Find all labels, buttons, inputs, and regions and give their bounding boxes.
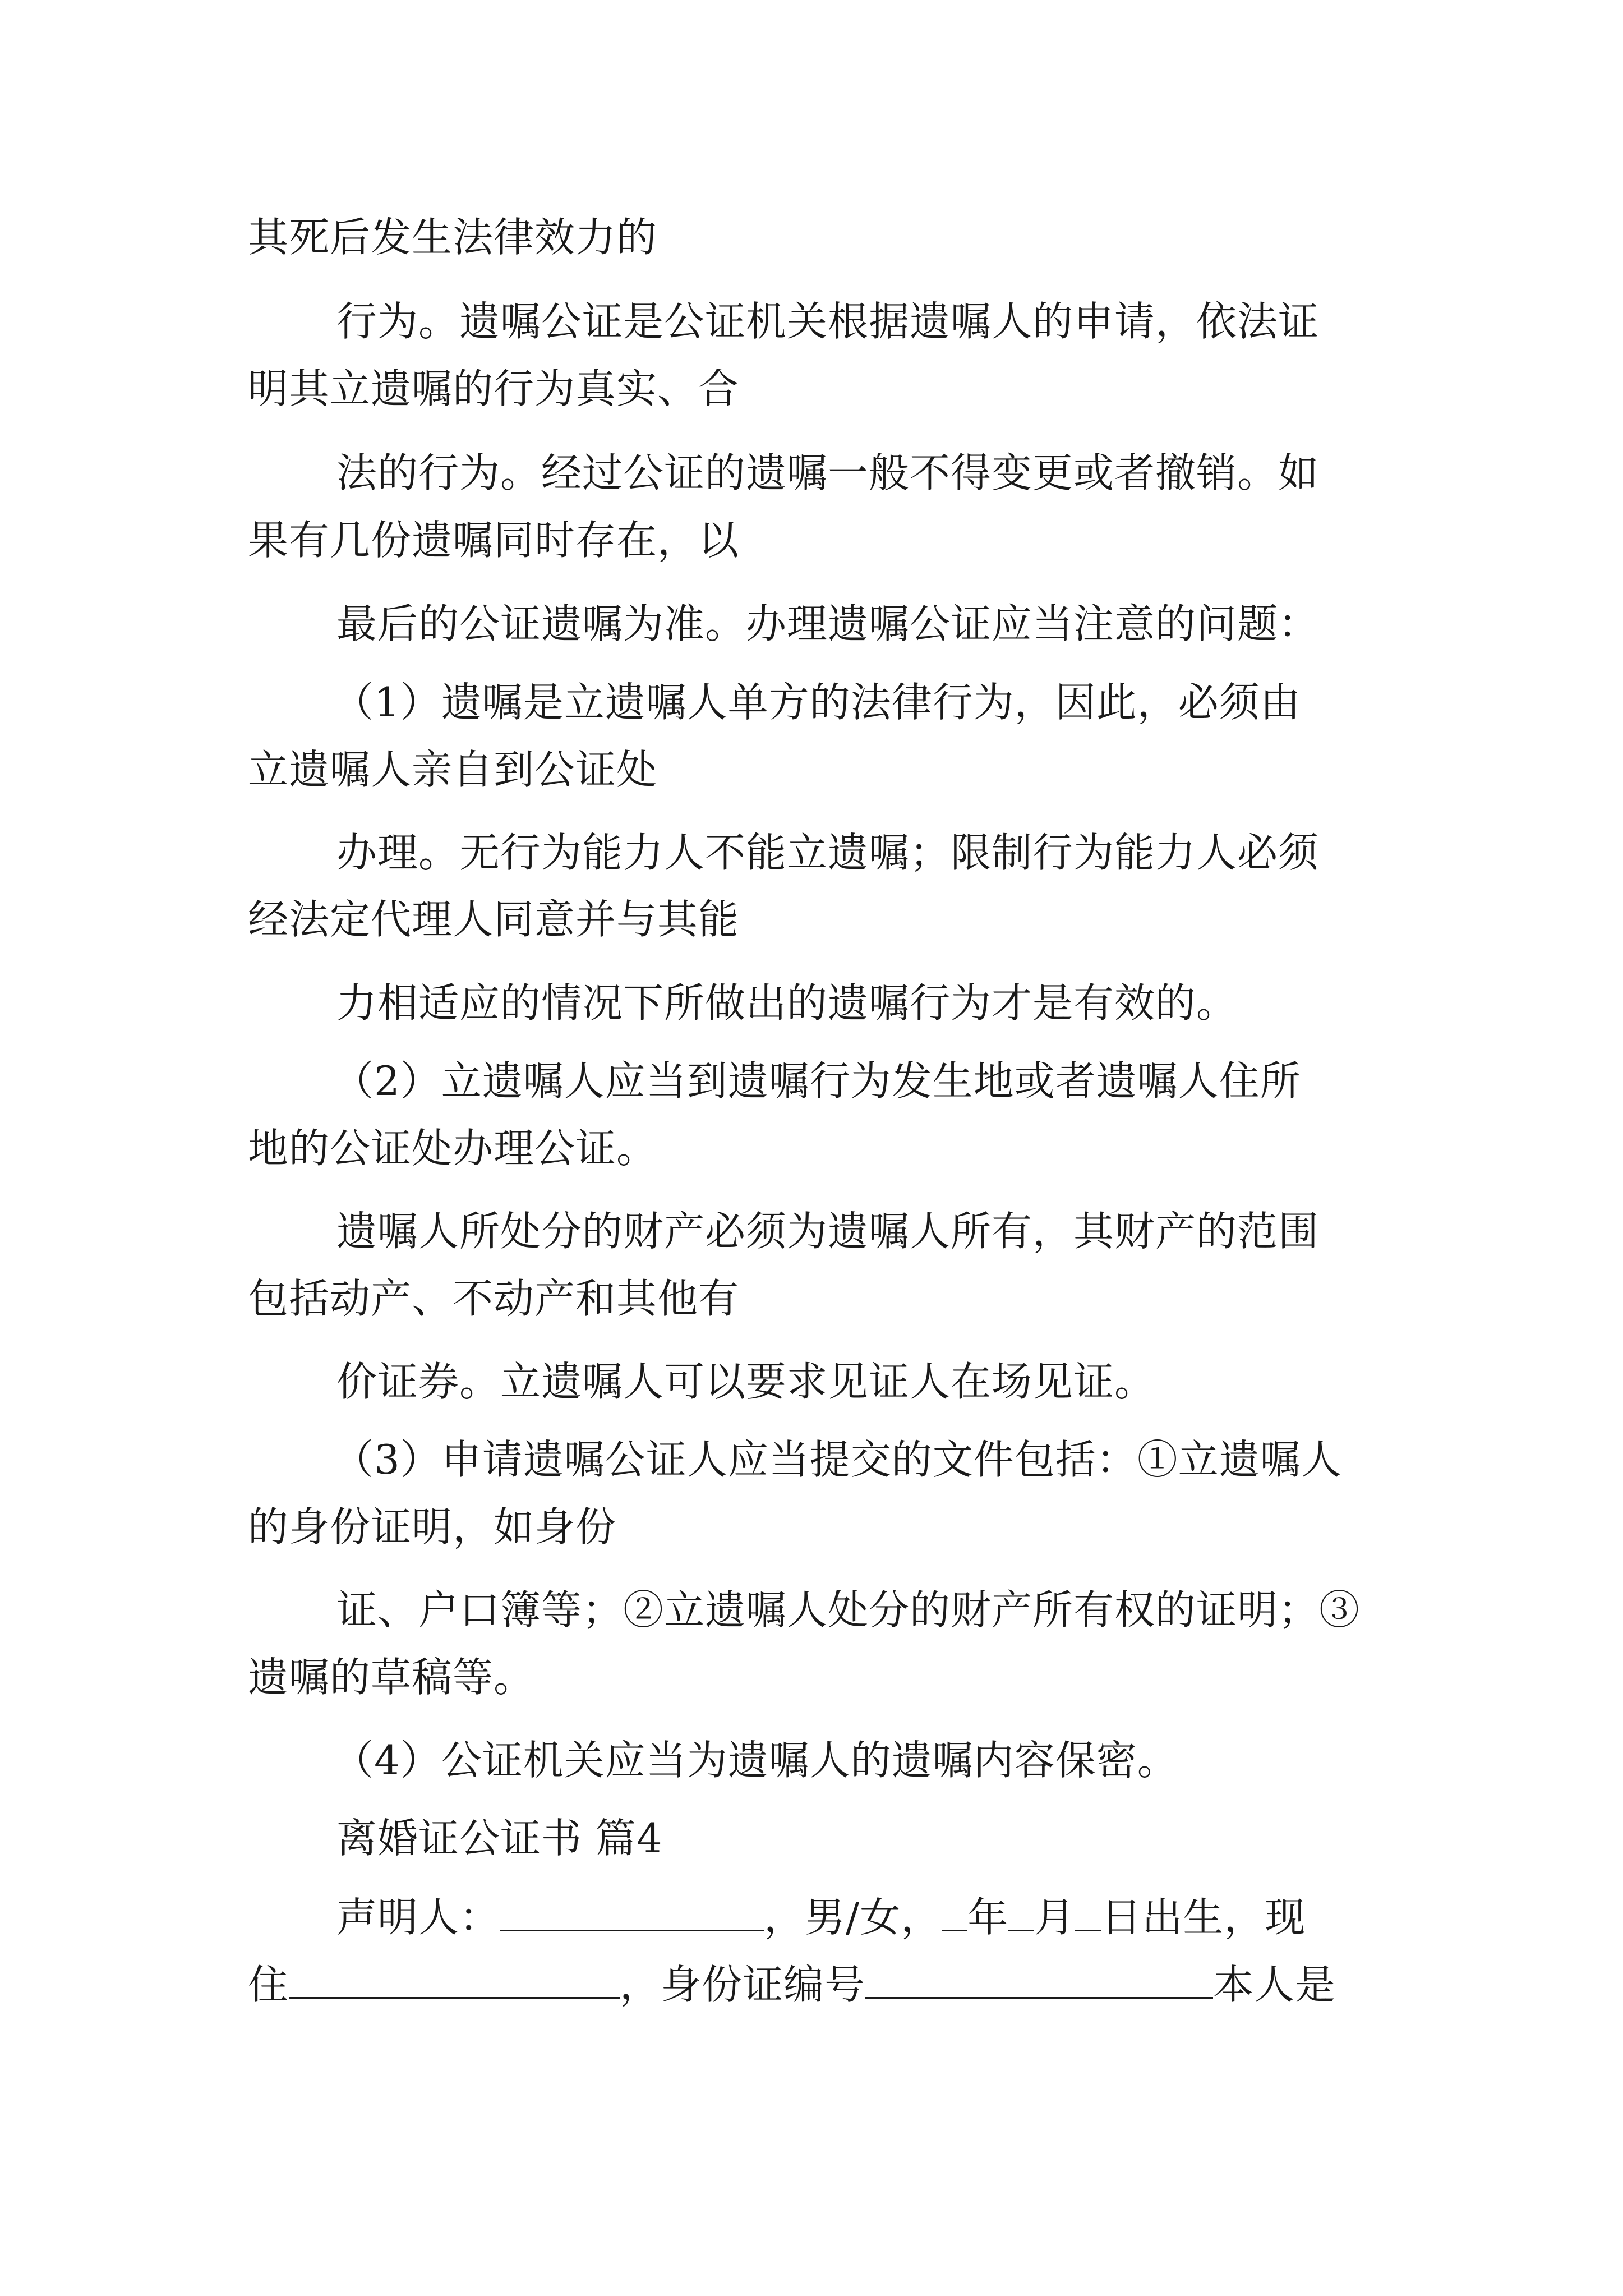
text-line: 办理。无行为能力人不能立遗嘱；限制行为能力人必须 xyxy=(336,829,1320,876)
year-blank xyxy=(942,1895,967,1931)
day-blank xyxy=(1075,1895,1101,1931)
text-line: 遗嘱人所处分的财产必须为遗嘱人所有，其财产的范围 xyxy=(336,1208,1320,1255)
month-label: 月 xyxy=(1034,1894,1076,1941)
text-line: 明其立遗嘱的行为真实、合 xyxy=(248,365,740,412)
id-number-label: ，身份证编号 xyxy=(620,1961,866,2008)
year-label: 年 xyxy=(967,1894,1009,1941)
text-line: 的身份证明，如身份 xyxy=(248,1503,617,1550)
text-line: （4）公证机关应当为遗嘱人的遗嘱内容保密。 xyxy=(333,1737,1178,1784)
text-line: 最后的公证遗嘱为准。办理遗嘱公证应当注意的问题： xyxy=(336,600,1320,647)
address-label: 住 xyxy=(248,1961,289,2008)
text-line: 法的行为。经过公证的遗嘱一般不得变更或者撤销。如 xyxy=(336,449,1320,496)
text-line: 力相适应的情况下所做出的遗嘱行为才是有效的。 xyxy=(336,979,1238,1027)
text-line: 经法定代理人同意并与其能 xyxy=(248,896,740,943)
id-number-blank xyxy=(865,1962,1213,1999)
name-blank xyxy=(500,1895,764,1931)
text-line: 其死后发生法律效力的 xyxy=(248,214,658,261)
self-label: 本人是 xyxy=(1213,1961,1336,2008)
month-blank xyxy=(1008,1895,1034,1931)
address-blank xyxy=(289,1962,620,1999)
section-heading: 离婚证公证书 篇4 xyxy=(336,1815,663,1862)
gender-label: ，男/女， xyxy=(764,1894,942,1941)
text-line: 遗嘱的草稿等。 xyxy=(248,1654,535,1701)
form-line-address xyxy=(248,1959,1336,2010)
text-line: 价证券。立遗嘱人可以要求见证人在场见证。 xyxy=(336,1358,1156,1405)
birth-label: 日出生，现 xyxy=(1101,1894,1306,1941)
text-line: 行为。遗嘱公证是公证机关根据遗嘱人的申请，依法证 xyxy=(336,298,1320,345)
text-line: 地的公证处办理公证。 xyxy=(248,1125,658,1172)
text-line: 证、户口簿等；②立遗嘱人处分的财产所有权的证明；③ xyxy=(336,1586,1361,1634)
declarant-label: 声明人： xyxy=(336,1894,501,1941)
text-line: 包括动产、不动产和其他有 xyxy=(248,1275,740,1322)
text-line: （3）申请遗嘱公证人应当提交的文件包括：①立遗嘱人 xyxy=(333,1436,1342,1483)
text-line: （1）遗嘱是立遗嘱人单方的法律行为，因此，必须由 xyxy=(333,679,1301,726)
text-line: 果有几份遗嘱同时存在，以 xyxy=(248,517,740,564)
form-line-declarant xyxy=(336,1892,1306,1943)
text-line: （2）立遗嘱人应当到遗嘱行为发生地或者遗嘱人住所 xyxy=(333,1057,1301,1105)
text-line: 立遗嘱人亲自到公证处 xyxy=(248,746,658,793)
